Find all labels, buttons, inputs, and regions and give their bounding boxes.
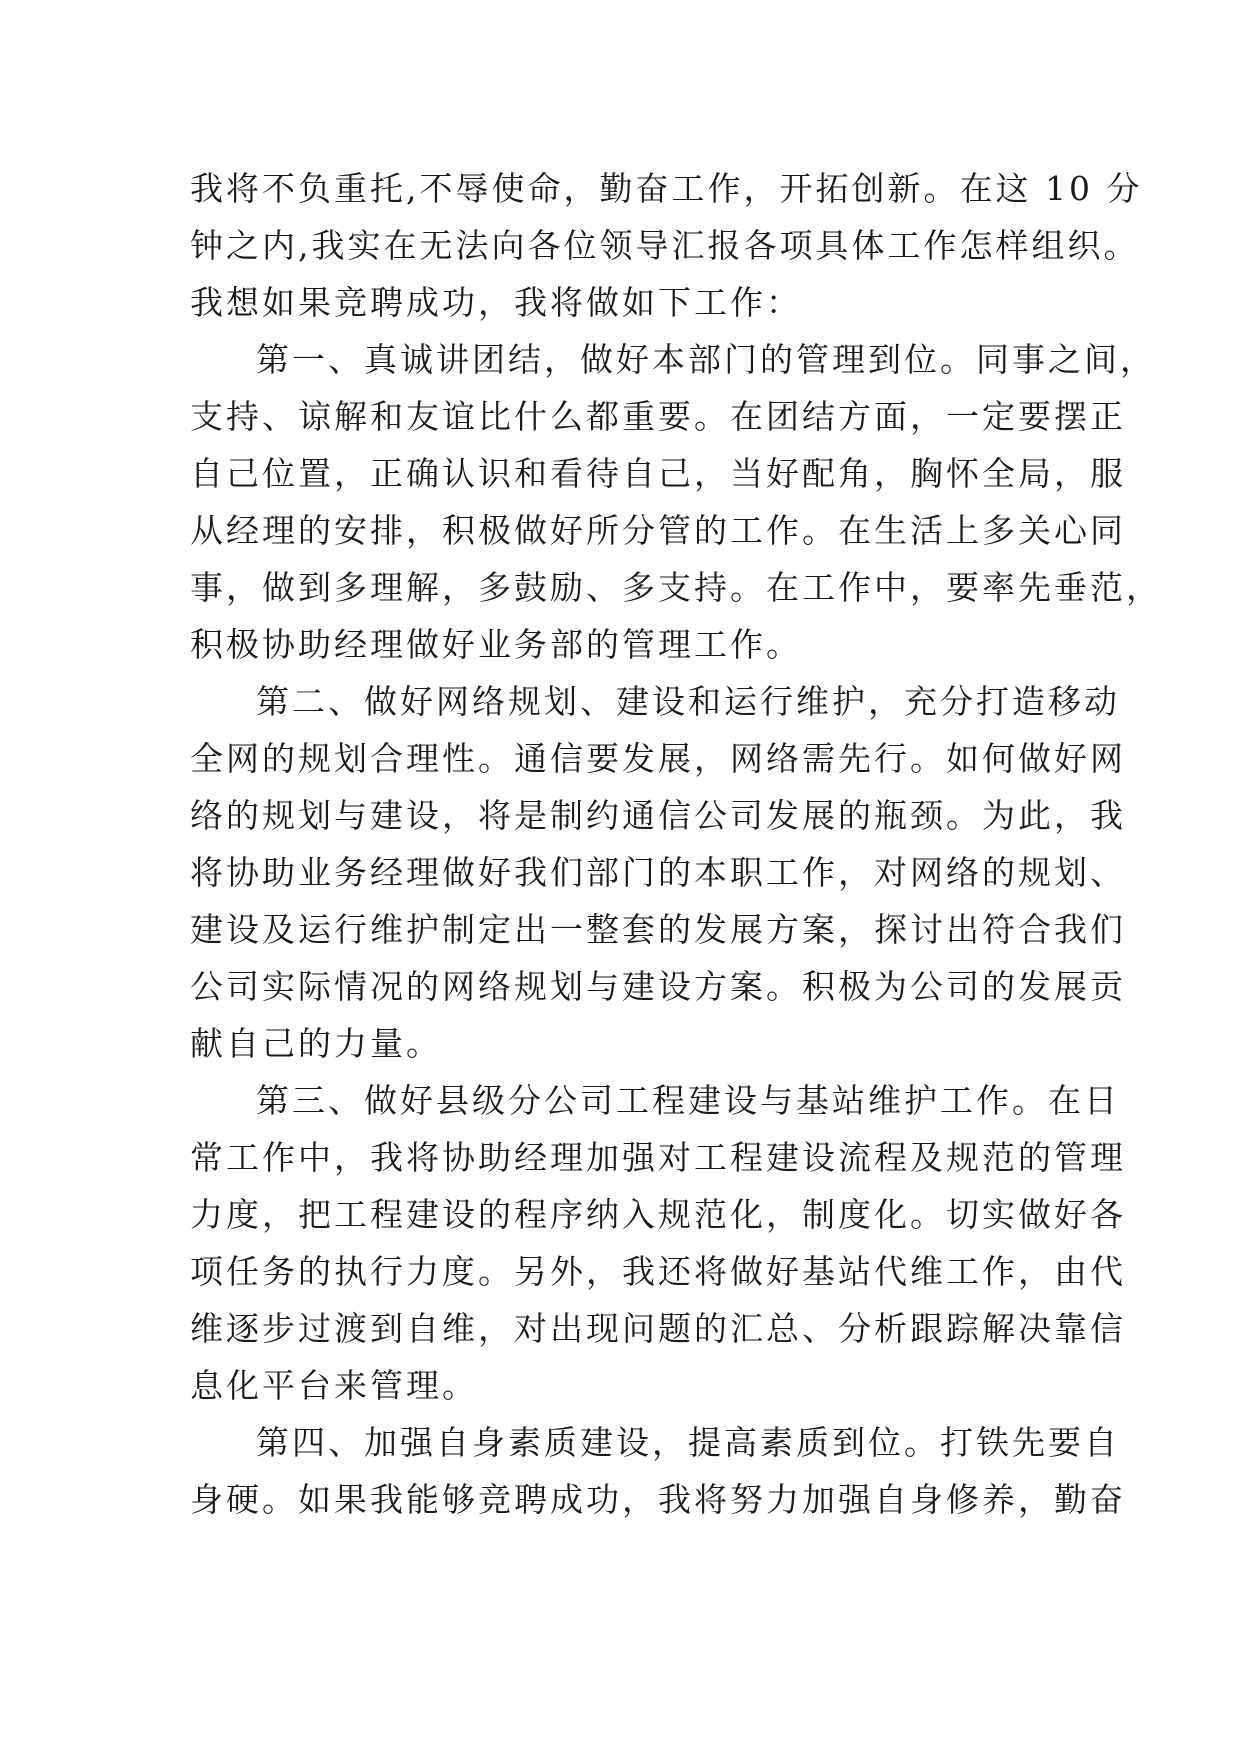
text-line: 积极协助经理做好业务部的管理工作。 — [190, 625, 802, 664]
text-line: 建设及运行维护制定出一整套的发展方案，探讨出符合我们 — [190, 910, 1126, 949]
text-line: 将协助业务经理做好我们部门的本职工作，对网络的规划、 — [190, 853, 1126, 892]
text-line: 全网的规划合理性。通信要发展，网络需先行。如何做好网 — [190, 739, 1126, 778]
text-line: 第一、真诚讲团结，做好本部门的管理到位。同事之间， — [256, 340, 1156, 379]
paragraph-intro — [190, 160, 1143, 331]
document-body — [190, 160, 1162, 1528]
text-line: 我将不负重托,不辱使命，勤奋工作，开拓创新。在这 10 分 — [190, 169, 1143, 208]
text-line: 自己位置，正确认识和看待自己，当好配角，胸怀全局，服 — [190, 454, 1126, 493]
text-line: 献自己的力量。 — [190, 1024, 442, 1063]
text-line: 维逐步过渡到自维，对出现问题的汇总、分析跟踪解决靠信 — [190, 1309, 1126, 1348]
text-line: 第二、做好网络规划、建设和运行维护，充分打造移动 — [256, 682, 1120, 721]
text-line: 力度，把工程建设的程序纳入规范化，制度化。切实做好各 — [190, 1195, 1126, 1234]
text-line: 络的规划与建设，将是制约通信公司发展的瓶颈。为此，我 — [190, 796, 1126, 835]
text-line: 我想如果竞聘成功，我将做如下工作： — [190, 283, 802, 322]
paragraph-second-point — [190, 673, 1126, 1072]
text-line: 息化平台来管理。 — [190, 1366, 478, 1405]
text-line: 第三、做好县级分公司工程建设与基站维护工作。在日 — [256, 1081, 1120, 1120]
text-line: 事，做到多理解，多鼓励、多支持。在工作中，要率先垂范， — [190, 568, 1162, 607]
text-line: 公司实际情况的网络规划与建设方案。积极为公司的发展贡 — [190, 967, 1126, 1006]
text-line: 身硬。如果我能够竞聘成功，我将努力加强自身修养，勤奋 — [190, 1480, 1126, 1519]
paragraph-fourth-point — [190, 1414, 1126, 1528]
text-line: 常工作中，我将协助经理加强对工程建设流程及规范的管理 — [190, 1138, 1126, 1177]
paragraph-third-point — [190, 1072, 1126, 1414]
text-line: 项任务的执行力度。另外，我还将做好基站代维工作，由代 — [190, 1252, 1126, 1291]
text-line: 钟之内,我实在无法向各位领导汇报各项具体工作怎样组织。 — [190, 226, 1140, 265]
text-line: 从经理的安排，积极做好所分管的工作。在生活上多关心同 — [190, 511, 1126, 550]
text-line: 第四、加强自身素质建设，提高素质到位。打铁先要自 — [256, 1423, 1120, 1462]
paragraph-first-point — [190, 331, 1162, 673]
text-line: 支持、谅解和友谊比什么都重要。在团结方面，一定要摆正 — [190, 397, 1126, 436]
